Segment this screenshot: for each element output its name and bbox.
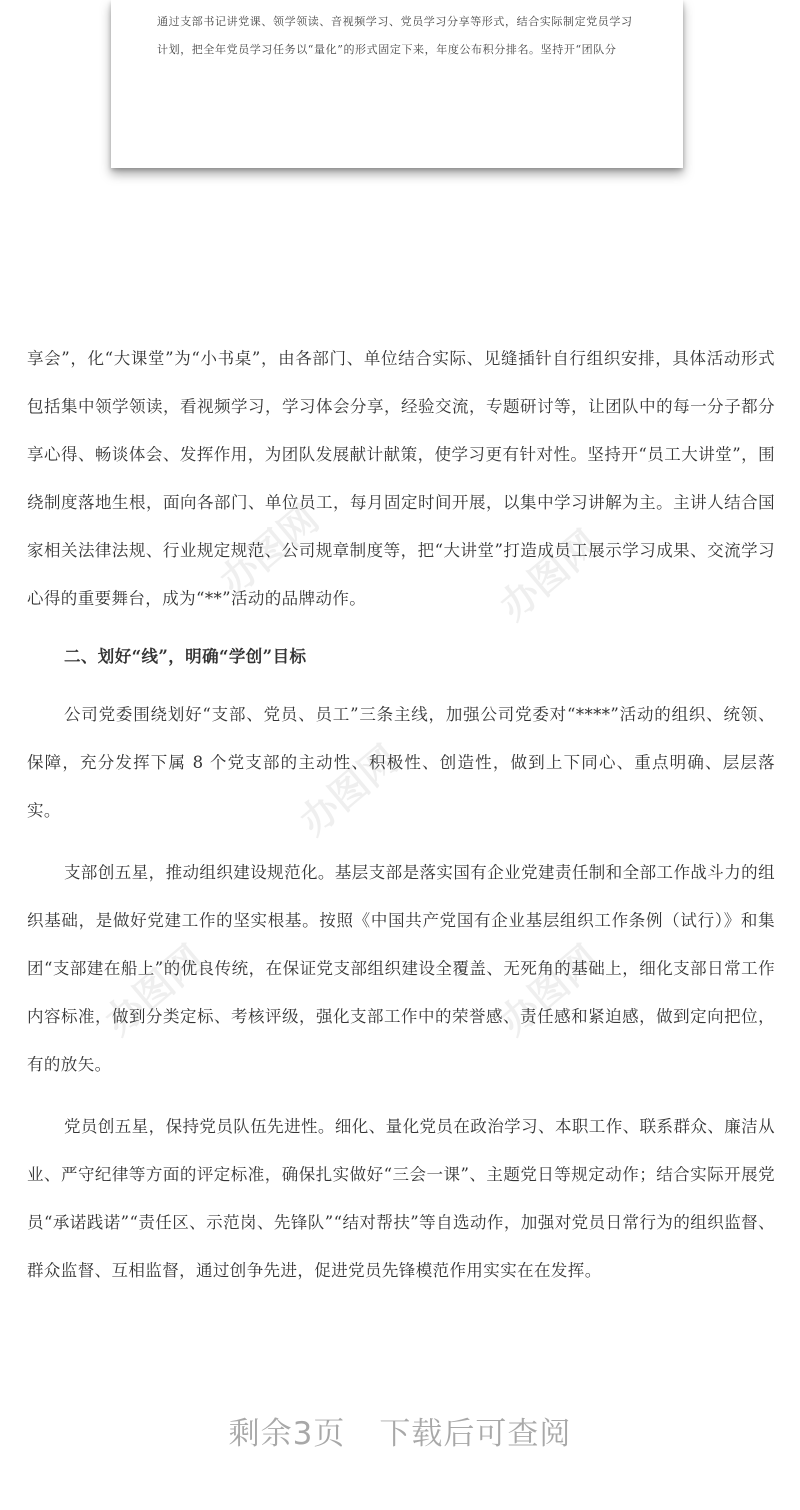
- document-preview-card: [111, 0, 683, 168]
- paragraph-2: 公司党委围绕划好“支部、党员、员工”三条主线，加强公司党委对“****”活动的组织、统领、保障，充分发挥下属 8 个党支部的主动性、积极性、创造性，做到上下同心、重点明确、层层落实。: [27, 705, 775, 820]
- watermark: 办图网: [491, 521, 608, 629]
- watermark: 办图网: [96, 936, 213, 1044]
- preview-line-1: 通过支部书记讲党课、领学领读、音视频学习、党员学习分享等形式，结合实际制定党员学习: [157, 15, 633, 28]
- preview-line-2: 计划，把全年党员学习任务以“量化”的形式固定下来，年度公布积分排名。坚持开“团队分: [157, 43, 617, 56]
- document-body: [27, 335, 775, 1295]
- watermark: 办图网: [491, 936, 608, 1044]
- paragraph-3: 支部创五星，推动组织建设规范化。基层支部是落实国有企业党建责任制和全部工作战斗力的组织基础，是做好党建工作的坚实根基。按照《中国共产党国有企业基层组织工作条例（试行）》和集团“支部建在船上”的优良传统，在保证党支部组织建设全覆盖、无死角的基础上，细化支部日常工作内容标准，做到分类定标、考核评级，强化支部工作中的荣誉感、责任感和紧迫感，做到定向把位，有的放矢。: [27, 863, 775, 1074]
- remaining-pages-text: 剩余3页: [228, 1416, 346, 1452]
- download-prompt[interactable]: [0, 1408, 800, 1453]
- download-to-view-text: 下载后可查阅: [379, 1416, 572, 1452]
- section-heading-2: 二、划好“线”，明确“学创”目标: [64, 647, 307, 666]
- watermark: 办图网: [291, 736, 408, 844]
- paragraph-4: 党员创五星，保持党员队伍先进性。细化、量化党员在政治学习、本职工作、联系群众、廉洁从业、严守纪律等方面的评定标准，确保扎实做好“三会一课”、主题党日等规定动作；结合实际开展党员“承诺践诺”“责任区、示范岗、先锋队”“结对帮扶”等自选动作，加强对党员日常行为的组织监督、群众监督、互相监督，通过创争先进，促进党员先锋模范作用实实在在发挥。: [27, 1117, 775, 1280]
- paragraph-1: 享会”，化“大课堂”为“小书桌”，由各部门、单位结合实际、见缝插针自行组织安排，具体活动形式包括集中领学领读，看视频学习，学习体会分享，经验交流，专题研讨等，让团队中的每一分子都分享心得、畅谈体会、发挥作用，为团队发展献计献策，使学习更有针对性。坚持开“员工大讲堂”，围绕制度落地生根，面向各部门、单位员工，每月固定时间开展，以集中学习讲解为主。主讲人结合国家相关法律法规、行业规定规范、公司规章制度等，把“大讲堂”打造成员工展示学习成果、交流学习心得的重要舞台，成为“**”活动的品牌动作。: [27, 349, 775, 608]
- watermark: 办图网: [211, 496, 328, 604]
